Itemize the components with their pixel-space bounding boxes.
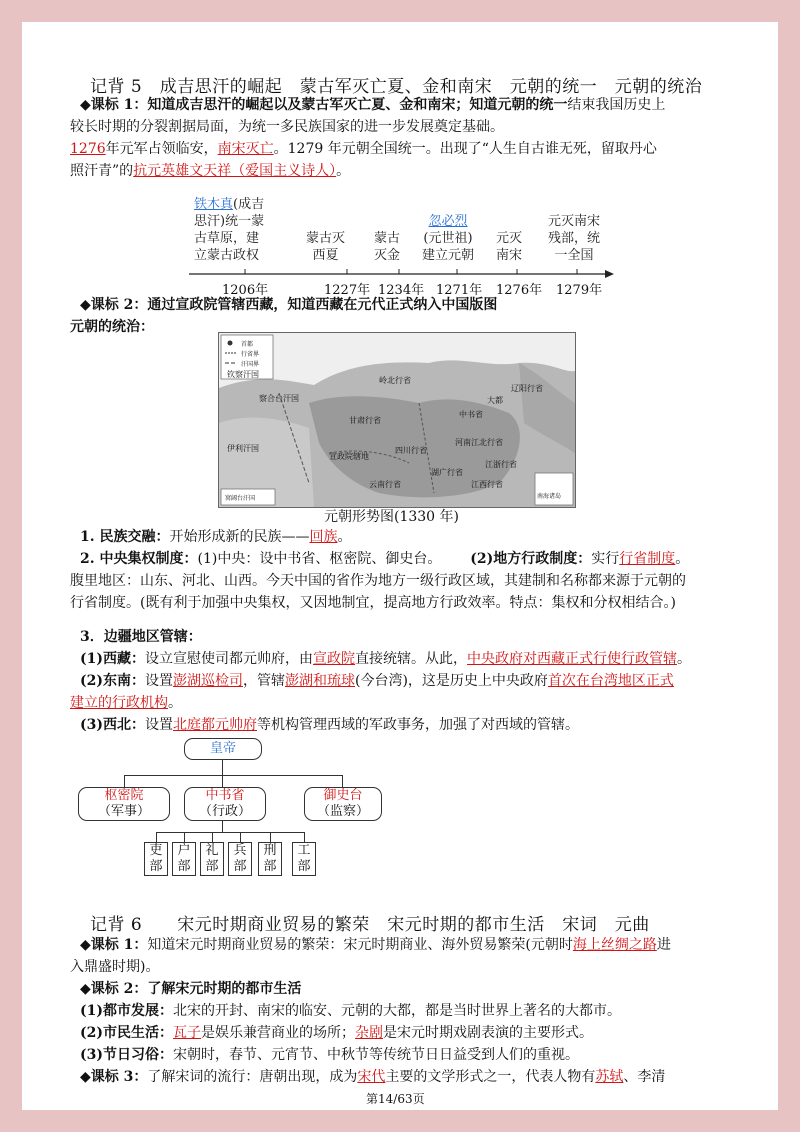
org-line — [222, 759, 223, 775]
centralization-line: 2. 中央集权制度：(1)中央：设中书省、枢密院、御史台。 (2)地方行政制度：实行行省制度。 — [80, 551, 690, 567]
emperor-box: 皇帝 — [184, 738, 262, 760]
document-page — [22, 22, 778, 1110]
section-5-title: 记背 5 成吉思汗的崛起 蒙古军灭亡夏、金和南宋 元朝的统一 元朝的统治 — [90, 77, 703, 97]
org-line — [184, 832, 185, 842]
map-label: 江西行省 — [471, 480, 503, 489]
map-label: 云南行省 — [369, 480, 401, 489]
map-label: 甘肃行省 — [349, 416, 381, 425]
map-label: 南海诸岛 — [537, 493, 562, 500]
secretariat-box: 中书省 （行政） — [184, 787, 266, 821]
map-legend-khanate: 汗国界 — [241, 361, 260, 368]
festival-line: (3)节日习俗：宋朝时，春节、元宵节、中秋节等传统节日日益受到人们的重视。 — [80, 1047, 579, 1063]
map-label: 岭北行省 — [379, 376, 411, 385]
timeline-item-1206: 铁木真(成吉 思汗)统一蒙 古草原，建 立蒙古政权 — [194, 197, 265, 263]
org-line — [222, 820, 223, 832]
map-label: 湖广行省 — [431, 468, 463, 477]
event-1276-line: 1276年元军占领临安，南宋灭亡。1279 年元朝全国统一。出现了“人生自古谁无死，留取丹心 — [70, 141, 657, 157]
s6-standard-1-line-2: 入鼎盛时期)。 — [70, 959, 160, 975]
timeline-year: 1279年 — [556, 283, 603, 298]
centralization-line-2: 腹里地区：山东、河北、山西。今天中国的省作为地方一级行政区域，其建制和名称都来源于元朝的 — [70, 573, 686, 589]
timeline-item-1271: 忽必烈 (元世祖) 建立元朝 — [422, 214, 475, 263]
northwest-line: (3)西北：设置北庭都元帅府等机构管理西域的军政事务，加强了对西域的管辖。 — [80, 717, 579, 733]
southeast-line: (2)东南：设置澎湖巡检司，管辖澎湖和琉球(今台湾)，这是历史上中央政府首次在台湾地区正式 — [80, 673, 674, 689]
ministry-box: 吏 部 — [144, 842, 168, 876]
wen-tianxiang-line: 照汗青”的抗元英雄文天祥（爱国主义诗人）。 — [70, 163, 351, 179]
page-number: 第14/63页 — [366, 1092, 425, 1106]
yuan-map — [218, 332, 576, 508]
map-label: 大都 — [487, 396, 503, 405]
map-label: 察合台汗国 — [259, 394, 299, 403]
standard-1-line: ◆课标 1：知道成吉思汗的崛起以及蒙古军灭亡夏、金和南宋；知道元朝的统一结束我国历史上 — [80, 97, 666, 113]
org-line — [124, 775, 125, 787]
org-line — [304, 832, 305, 842]
timeline-year: 1206年 — [222, 283, 269, 298]
org-line — [240, 832, 241, 842]
timeline-item-1276: 元灭 南宋 — [496, 231, 523, 263]
tibet-line: (1)西藏：设立宣慰使司都元帅府，由宣政院直接统辖。从此，中央政府对西藏正式行使行政管辖。 — [80, 651, 691, 667]
section-6-title: 记背 6 宋元时期商业贸易的繁荣 宋元时期的都市生活 宋词 元曲 — [90, 915, 650, 935]
rule-heading: 元朝的统治： — [70, 319, 154, 335]
s6-standard-1-line: ◆课标 1：知道宋元时期商业贸易的繁荣：宋元时期商业、海外贸易繁荣(元朝时海上丝绸之路进 — [80, 937, 671, 953]
s6-standard-3-line: ◆课标 3：了解宋词的流行：唐朝出现，成为宋代主要的文学形式之一，代表人物有苏轼、李清 — [80, 1069, 666, 1085]
urban-development-line: (1)都市发展：北宋的开封、南宋的临安、元朝的大都，都是当时世界上著名的大都市。 — [80, 1003, 621, 1019]
privy-council-box: 枢密院 （军事） — [78, 787, 170, 821]
ethnic-fusion-line: 1. 民族交融：开始形成新的民族——回族。 — [80, 529, 352, 545]
org-line — [222, 775, 223, 787]
org-line — [124, 775, 342, 776]
ministry-box: 户 部 — [172, 842, 196, 876]
map-legend-province: 行省界 — [241, 351, 260, 358]
standard-1-line-2: 较长时期的分裂割据局面，为统一多民族国家的进一步发展奠定基础。 — [70, 119, 504, 135]
ministry-box: 刑 部 — [258, 842, 282, 876]
org-line — [156, 832, 304, 833]
map-label: 江浙行省 — [485, 460, 517, 469]
timeline-item-1227: 蒙古灭 西夏 — [306, 231, 346, 263]
map-label: 钦察汗国 — [227, 370, 259, 379]
timeline-year: 1227年 — [324, 283, 371, 298]
map-caption: 元朝形势图(1330 年) — [324, 509, 460, 525]
timeline-item-1234: 蒙古 灭金 — [374, 231, 401, 263]
civic-life-line: (2)市民生活：瓦子是娱乐兼营商业的场所；杂剧是宋元时期戏剧表演的主要形式。 — [80, 1025, 593, 1041]
timeline-year: 1271年 — [436, 283, 483, 298]
map-label: 河南江北行省 — [455, 438, 503, 447]
s6-standard-2-line: ◆课标 2：了解宋元时期的都市生活 — [80, 981, 302, 997]
org-line — [212, 832, 213, 842]
map-legend-capital: 首都 — [241, 341, 254, 348]
map-label: 辽阳行省 — [511, 384, 543, 393]
standard-2-line: ◆课标 2：通过宣政院管辖西藏，知道西藏在元代正式纳入中国版图 — [80, 297, 498, 313]
map-label: 中书省 — [459, 410, 483, 419]
timeline-item-1279: 元灭南宋 残部，统 一全国 — [548, 214, 601, 263]
org-line — [270, 832, 271, 842]
censorate-box: 御史台 （监察） — [304, 787, 382, 821]
timeline-year: 1234年 — [378, 283, 425, 298]
org-line — [156, 832, 157, 842]
org-line — [342, 775, 343, 787]
centralization-line-3: 行省制度。(既有利于加强中央集权，又因地制宜，提高地方行政效率。特点：集权和分权相结合。) — [70, 595, 676, 611]
southeast-line-2: 建立的行政机构。 — [70, 695, 182, 711]
ministry-box: 礼 部 — [200, 842, 224, 876]
map-label: 四川行省 — [395, 446, 427, 455]
map-label: 窝阔台汗国 — [225, 495, 256, 502]
ministry-box: 兵 部 — [228, 842, 252, 876]
timeline-year: 1276年 — [496, 283, 543, 298]
map-label: 宣政院辖地 — [329, 452, 369, 461]
frontier-heading: 3．边疆地区管辖： — [80, 629, 202, 645]
map-label: 伊利汗国 — [227, 444, 259, 453]
ministry-box: 工 部 — [292, 842, 316, 876]
